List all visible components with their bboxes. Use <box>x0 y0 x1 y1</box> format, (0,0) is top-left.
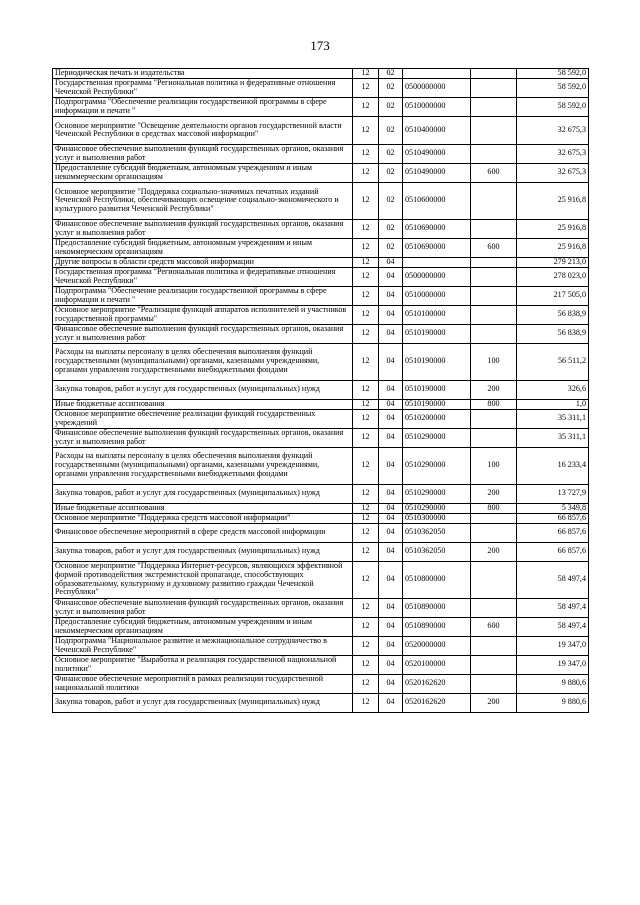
cell-expense-type: 800 <box>471 399 517 409</box>
cell-name: Основное мероприятие "Выработка и реализация государственной национальной политики" <box>53 655 353 674</box>
cell-amount: 56 838,9 <box>517 305 589 324</box>
cell-expense-type <box>471 69 517 79</box>
cell-name: Финансовое обеспечение выполнения функций государственных органов, оказания услуг и выполнения работ <box>53 324 353 343</box>
table-row <box>53 513 589 523</box>
cell-subsection: 04 <box>379 324 403 343</box>
cell-section: 12 <box>353 693 379 712</box>
cell-target-code: 0520100000 <box>403 655 471 674</box>
cell-target-code: 0510290000 <box>403 428 471 447</box>
cell-target-code: 0510800000 <box>403 561 471 598</box>
table-row <box>53 542 589 561</box>
cell-expense-type: 200 <box>471 542 517 561</box>
cell-section: 12 <box>353 636 379 655</box>
cell-amount: 56 838,9 <box>517 324 589 343</box>
table-row <box>53 69 589 79</box>
cell-section: 12 <box>353 399 379 409</box>
cell-section: 12 <box>353 428 379 447</box>
cell-section: 12 <box>353 144 379 163</box>
cell-amount: 25 916,8 <box>517 182 589 219</box>
cell-target-code: 0510890000 <box>403 598 471 617</box>
cell-section: 12 <box>353 674 379 693</box>
table-row <box>53 78 589 97</box>
cell-amount: 19 347,0 <box>517 655 589 674</box>
cell-amount: 13 727,9 <box>517 484 589 503</box>
cell-section: 12 <box>353 267 379 286</box>
cell-section: 12 <box>353 182 379 219</box>
cell-expense-type <box>471 636 517 655</box>
cell-name: Подпрограмма "Обеспечение реализации государственной программы в сфере информации и печати " <box>53 97 353 116</box>
cell-amount: 5 349,8 <box>517 503 589 513</box>
cell-section: 12 <box>353 655 379 674</box>
table-row <box>53 655 589 674</box>
cell-subsection: 04 <box>379 513 403 523</box>
cell-target-code: 0510200000 <box>403 409 471 428</box>
cell-expense-type: 200 <box>471 693 517 712</box>
cell-amount: 1,0 <box>517 399 589 409</box>
cell-target-code: 0510000000 <box>403 97 471 116</box>
cell-target-code: 0510190000 <box>403 324 471 343</box>
cell-subsection: 04 <box>379 286 403 305</box>
cell-target-code: 0510190000 <box>403 343 471 380</box>
cell-subsection: 02 <box>379 78 403 97</box>
table-body <box>53 69 589 713</box>
cell-subsection: 04 <box>379 484 403 503</box>
cell-expense-type <box>471 286 517 305</box>
cell-expense-type <box>471 324 517 343</box>
cell-expense-type <box>471 219 517 238</box>
cell-name: Основное мероприятие "Поддержка средств массовой информации" <box>53 513 353 523</box>
table-row <box>53 144 589 163</box>
cell-subsection: 02 <box>379 182 403 219</box>
cell-name: Подпрограмма "Обеспечение реализации государственной программы в сфере информации и печати " <box>53 286 353 305</box>
cell-amount: 35 311,1 <box>517 409 589 428</box>
cell-section: 12 <box>353 78 379 97</box>
table-row <box>53 97 589 116</box>
cell-subsection: 04 <box>379 655 403 674</box>
cell-expense-type <box>471 409 517 428</box>
cell-name: Закупка товаров, работ и услуг для государственных (муниципальных) нужд <box>53 484 353 503</box>
cell-target-code: 0500000000 <box>403 267 471 286</box>
cell-subsection: 04 <box>379 561 403 598</box>
cell-amount: 58 497,4 <box>517 561 589 598</box>
cell-section: 12 <box>353 69 379 79</box>
cell-subsection: 04 <box>379 617 403 636</box>
cell-amount: 66 857,6 <box>517 513 589 523</box>
cell-expense-type: 100 <box>471 447 517 484</box>
cell-name: Основное мероприятие "Поддержка Интернет-ресурсов, являющихся эффективной формой противодействия экстремистской пропаганде, способствующих образовательному, культурному и духовному развитию граждан Чеченской Республики" <box>53 561 353 598</box>
cell-section: 12 <box>353 598 379 617</box>
cell-name: Финансовое обеспечение выполнения функций государственных органов, оказания услуг и выполнения работ <box>53 428 353 447</box>
cell-subsection: 02 <box>379 144 403 163</box>
cell-section: 12 <box>353 97 379 116</box>
cell-subsection: 04 <box>379 542 403 561</box>
cell-subsection: 04 <box>379 257 403 267</box>
cell-name: Финансовое обеспечение мероприятий в сфере средств массовой информации <box>53 523 353 542</box>
table-row <box>53 503 589 513</box>
table-row <box>53 484 589 503</box>
cell-expense-type <box>471 561 517 598</box>
cell-expense-type <box>471 116 517 144</box>
cell-name: Иные бюджетные ассигнования <box>53 399 353 409</box>
cell-amount: 278 023,0 <box>517 267 589 286</box>
cell-subsection: 04 <box>379 693 403 712</box>
table-row <box>53 324 589 343</box>
cell-name: Предоставление субсидий бюджетным, автономным учреждениям и иным некоммерческим организациям <box>53 163 353 182</box>
table-row <box>53 267 589 286</box>
cell-section: 12 <box>353 523 379 542</box>
cell-expense-type: 800 <box>471 503 517 513</box>
cell-target-code: 0510290000 <box>403 503 471 513</box>
cell-subsection: 02 <box>379 69 403 79</box>
cell-section: 12 <box>353 257 379 267</box>
cell-name: Финансовое обеспечение выполнения функций государственных органов, оказания услуг и выполнения работ <box>53 598 353 617</box>
cell-expense-type <box>471 513 517 523</box>
cell-target-code: 0510290000 <box>403 484 471 503</box>
cell-target-code: 0510000000 <box>403 286 471 305</box>
page-number: 173 <box>310 38 330 53</box>
cell-amount: 25 916,8 <box>517 219 589 238</box>
table-row <box>53 409 589 428</box>
table-row <box>53 116 589 144</box>
table-row <box>53 163 589 182</box>
cell-name: Финансовое обеспечение мероприятий в рамках реализации государственной национальной политики <box>53 674 353 693</box>
cell-section: 12 <box>353 617 379 636</box>
cell-subsection: 04 <box>379 447 403 484</box>
cell-subsection: 02 <box>379 219 403 238</box>
table-row <box>53 380 589 399</box>
table-row <box>53 238 589 257</box>
table-row <box>53 447 589 484</box>
cell-target-code: 0520162620 <box>403 693 471 712</box>
table-row <box>53 693 589 712</box>
cell-target-code: 0510490000 <box>403 144 471 163</box>
cell-name: Расходы на выплаты персоналу в целях обеспечения выполнения функций государственными (муниципальными) органами, казенными учреждениями, органами управления государственными внебюджетными фондами <box>53 447 353 484</box>
cell-name: Расходы на выплаты персоналу в целях обеспечения выполнения функций государственными (муниципальными) органами, казенными учреждениями, органами управления государственными внебюджетными фондами <box>53 343 353 380</box>
cell-amount: 32 675,3 <box>517 144 589 163</box>
cell-subsection: 04 <box>379 267 403 286</box>
table-row <box>53 428 589 447</box>
cell-name: Финансовое обеспечение выполнения функций государственных органов, оказания услуг и выполнения работ <box>53 219 353 238</box>
table-row <box>53 219 589 238</box>
cell-amount: 19 347,0 <box>517 636 589 655</box>
cell-amount: 16 233,4 <box>517 447 589 484</box>
cell-expense-type <box>471 674 517 693</box>
cell-subsection: 04 <box>379 523 403 542</box>
table-row <box>53 674 589 693</box>
cell-amount: 32 675,3 <box>517 116 589 144</box>
cell-amount: 35 311,1 <box>517 428 589 447</box>
table-row <box>53 286 589 305</box>
cell-name: Основное мероприятие "Реализация функций аппаратов исполнителей и участников государственной программы" <box>53 305 353 324</box>
cell-name: Финансовое обеспечение выполнения функций государственных органов, оказания услуг и выполнения работ <box>53 144 353 163</box>
cell-section: 12 <box>353 219 379 238</box>
cell-expense-type: 200 <box>471 380 517 399</box>
cell-amount: 56 511,2 <box>517 343 589 380</box>
cell-target-code: 0510190000 <box>403 399 471 409</box>
cell-target-code: 0510400000 <box>403 116 471 144</box>
cell-expense-type <box>471 305 517 324</box>
table-row <box>53 617 589 636</box>
cell-section: 12 <box>353 116 379 144</box>
table-row <box>53 305 589 324</box>
cell-expense-type <box>471 655 517 674</box>
cell-name: Основное мероприятие "Освещение деятельности органов государственной власти Чеченской Республики в средствах массовой информации" <box>53 116 353 144</box>
cell-name: Предоставление субсидий бюджетным, автономным учреждениям и иным некоммерческим организациям <box>53 238 353 257</box>
cell-subsection: 04 <box>379 343 403 380</box>
cell-section: 12 <box>353 513 379 523</box>
table-row <box>53 257 589 267</box>
cell-section: 12 <box>353 286 379 305</box>
cell-section: 12 <box>353 238 379 257</box>
cell-amount: 326,6 <box>517 380 589 399</box>
cell-subsection: 04 <box>379 380 403 399</box>
cell-target-code <box>403 257 471 267</box>
cell-section: 12 <box>353 380 379 399</box>
cell-expense-type <box>471 428 517 447</box>
cell-subsection: 04 <box>379 305 403 324</box>
cell-expense-type <box>471 144 517 163</box>
cell-subsection: 04 <box>379 503 403 513</box>
cell-target-code: 0510290000 <box>403 447 471 484</box>
cell-amount: 217 505,0 <box>517 286 589 305</box>
cell-name: Подпрограмма "Национальное развитие и межнациональное сотрудничество в Чеченской Республике" <box>53 636 353 655</box>
cell-expense-type: 200 <box>471 484 517 503</box>
cell-target-code: 0510890000 <box>403 617 471 636</box>
cell-expense-type <box>471 267 517 286</box>
table-row <box>53 399 589 409</box>
cell-subsection: 02 <box>379 116 403 144</box>
cell-name: Иные бюджетные ассигнования <box>53 503 353 513</box>
cell-expense-type <box>471 182 517 219</box>
cell-amount: 66 857,6 <box>517 542 589 561</box>
cell-subsection: 04 <box>379 674 403 693</box>
cell-subsection: 04 <box>379 598 403 617</box>
cell-section: 12 <box>353 447 379 484</box>
table-row <box>53 561 589 598</box>
cell-expense-type: 600 <box>471 163 517 182</box>
cell-section: 12 <box>353 503 379 513</box>
cell-name: Основное мероприятие "Поддержка социально-значимых печатных изданий Чеченской Республики, обеспечивающих освещение социально-экономического и культурного развития Чеченской Республики" <box>53 182 353 219</box>
cell-section: 12 <box>353 484 379 503</box>
cell-amount: 58 592,0 <box>517 78 589 97</box>
cell-subsection: 02 <box>379 163 403 182</box>
cell-target-code: 0520162620 <box>403 674 471 693</box>
cell-amount: 9 880,6 <box>517 693 589 712</box>
cell-subsection: 04 <box>379 399 403 409</box>
table-row <box>53 636 589 655</box>
cell-subsection: 02 <box>379 97 403 116</box>
cell-subsection: 04 <box>379 409 403 428</box>
cell-section: 12 <box>353 409 379 428</box>
cell-target-code: 0510690000 <box>403 219 471 238</box>
cell-name: Периодическая печать и издательства <box>53 69 353 79</box>
cell-expense-type <box>471 97 517 116</box>
cell-section: 12 <box>353 324 379 343</box>
cell-name: Основное мероприятие обеспечение реализации функций государственных учреждений <box>53 409 353 428</box>
cell-target-code: 0510690000 <box>403 238 471 257</box>
cell-section: 12 <box>353 561 379 598</box>
cell-name: Закупка товаров, работ и услуг для государственных (муниципальных) нужд <box>53 693 353 712</box>
cell-expense-type <box>471 78 517 97</box>
cell-amount: 58 497,4 <box>517 598 589 617</box>
cell-name: Закупка товаров, работ и услуг для государственных (муниципальных) нужд <box>53 542 353 561</box>
cell-section: 12 <box>353 305 379 324</box>
budget-table <box>52 68 589 713</box>
cell-section: 12 <box>353 542 379 561</box>
cell-name: Государственная программа "Региональная политика и федеративные отношения Чеченской Республики" <box>53 267 353 286</box>
cell-subsection: 04 <box>379 636 403 655</box>
table-row <box>53 343 589 380</box>
cell-amount: 9 880,6 <box>517 674 589 693</box>
table-row <box>53 523 589 542</box>
cell-expense-type <box>471 257 517 267</box>
cell-name: Закупка товаров, работ и услуг для государственных (муниципальных) нужд <box>53 380 353 399</box>
cell-section: 12 <box>353 343 379 380</box>
cell-target-code <box>403 69 471 79</box>
cell-target-code: 0510600000 <box>403 182 471 219</box>
cell-amount: 58 592,0 <box>517 97 589 116</box>
cell-amount: 279 213,0 <box>517 257 589 267</box>
table-row <box>53 598 589 617</box>
cell-section: 12 <box>353 163 379 182</box>
cell-amount: 58 497,4 <box>517 617 589 636</box>
cell-target-code: 0510300000 <box>403 513 471 523</box>
cell-expense-type: 600 <box>471 238 517 257</box>
cell-expense-type <box>471 598 517 617</box>
table-row <box>53 182 589 219</box>
cell-name: Предоставление субсидий бюджетным, автономным учреждениям и иным некоммерческим организациям <box>53 617 353 636</box>
cell-expense-type: 600 <box>471 617 517 636</box>
cell-expense-type: 100 <box>471 343 517 380</box>
cell-subsection: 04 <box>379 428 403 447</box>
cell-name: Государственная программа "Региональная политика и федеративные отношения Чеченской Республики" <box>53 78 353 97</box>
cell-target-code: 0510362050 <box>403 523 471 542</box>
cell-target-code: 0500000000 <box>403 78 471 97</box>
cell-name: Другие вопросы в области средств массовой информации <box>53 257 353 267</box>
cell-target-code: 0510190000 <box>403 380 471 399</box>
cell-amount: 32 675,3 <box>517 163 589 182</box>
cell-target-code: 0520000000 <box>403 636 471 655</box>
cell-target-code: 0510362050 <box>403 542 471 561</box>
cell-amount: 25 916,8 <box>517 238 589 257</box>
cell-target-code: 0510490000 <box>403 163 471 182</box>
cell-target-code: 0510100000 <box>403 305 471 324</box>
cell-amount: 66 857,6 <box>517 523 589 542</box>
cell-expense-type <box>471 523 517 542</box>
cell-subsection: 02 <box>379 238 403 257</box>
cell-amount: 58 592,0 <box>517 69 589 79</box>
